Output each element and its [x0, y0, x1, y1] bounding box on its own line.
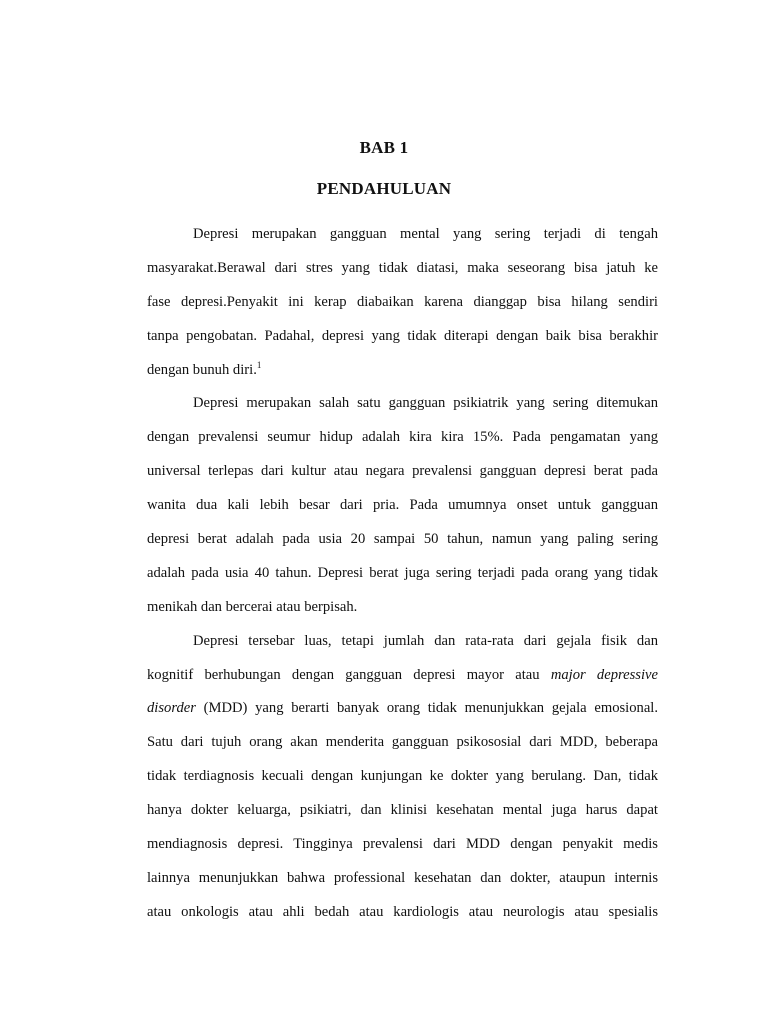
paragraph-line: dengan prevalensi seumur hidup adalah kira kira 15%. Pada pengamatan yang: [147, 429, 658, 446]
paragraph-line: [147, 659, 658, 693]
paragraph-line: menikah dan bercerai atau berpisah.: [147, 598, 358, 615]
paragraph-line: depresi berat adalah pada usia 20 sampai 50 tahun, namun yang paling sering: [147, 531, 658, 548]
paragraph-line: Depresi merupakan salah satu gangguan psikiatrik yang sering ditemukan: [193, 395, 658, 412]
paragraph-line: universal terlepas dari kultur atau negara prevalensi gangguan depresi berat pada: [147, 463, 658, 480]
paragraph-line: Satu dari tujuh orang akan menderita gangguan psikososial dari MDD, beberapa: [147, 734, 658, 751]
italic-term: disorder: [147, 700, 196, 717]
italic-term: major depressive: [550, 666, 658, 683]
body-text: [147, 218, 658, 930]
paragraph-line: tanpa pengobatan. Padahal, depresi yang tidak diterapi dengan baik bisa berakhir: [147, 327, 658, 344]
paragraph-line: masyarakat.Berawal dari stres yang tidak diatasi, maka seseorang bisa jatuh ke: [147, 259, 658, 276]
paragraph-line: adalah pada usia 40 tahun. Depresi berat juga sering terjadi pada orang yang tidak: [147, 564, 658, 581]
paragraph-line-text: kognitif berhubungan dengan gangguan depresi mayor atau: [147, 666, 540, 683]
paragraph-line: Depresi tersebar luas, tetapi jumlah dan rata-rata dari gejala fisik dan: [193, 632, 658, 649]
paragraph-line: fase depresi.Penyakit ini kerap diabaikan karena dianggap bisa hilang sendiri: [147, 293, 658, 310]
paragraph-line: lainnya menunjukkan bahwa professional kesehatan dan dokter, ataupun internis: [147, 869, 658, 886]
paragraph-line: [147, 354, 658, 388]
paragraph-line: mendiagnosis depresi. Tingginya prevalensi dari MDD dengan penyakit medis: [147, 836, 658, 853]
paragraph-line: [147, 692, 658, 726]
paragraph-line: tidak terdiagnosis kecuali dengan kunjungan ke dokter yang berulang. Dan, tidak: [147, 768, 658, 785]
chapter-number: BAB 1: [359, 138, 409, 157]
paragraph-line: atau onkologis atau ahli bedah atau kardiologis atau neurologis atau spesialis: [147, 903, 658, 920]
paragraph-line: hanya dokter keluarga, psikiatri, dan klinisi kesehatan mental juga harus dapat: [147, 802, 658, 819]
paragraph-line: Depresi merupakan gangguan mental yang sering terjadi di tengah: [193, 226, 658, 242]
paragraph-line-text: (MDD) yang berarti banyak orang tidak menunjukkan gejala emosional.: [203, 700, 658, 717]
chapter-title: PENDAHULUAN: [316, 179, 452, 198]
paragraph-line: wanita dua kali lebih besar dari pria. Pada umumnya onset untuk gangguan: [147, 497, 658, 514]
footnote-reference: 1: [256, 359, 262, 370]
paragraph-line-text: dengan bunuh diri.: [147, 361, 257, 378]
